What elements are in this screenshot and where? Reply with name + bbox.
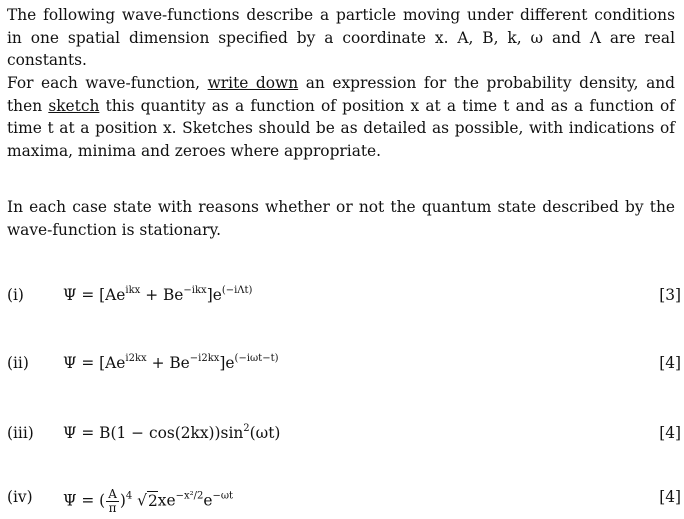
stationary-text: In each case state with reasons whether or not the quantum state described by the wave-function is stationary.	[7, 198, 675, 239]
eq-exponent: −x²/2	[175, 490, 204, 502]
question-iv	[7, 488, 681, 518]
eq-exponent: −ikx	[183, 285, 207, 296]
task-text-1: For each wave-function,	[7, 74, 208, 92]
eq-part: ]e	[206, 286, 222, 304]
eq-exponent: (−iωt−t)	[234, 353, 279, 364]
fraction	[106, 488, 119, 515]
question-ii	[7, 354, 681, 384]
question-label: (iv)	[7, 488, 33, 506]
eq-part: (ωt)	[249, 424, 281, 442]
task-paragraph	[7, 72, 675, 162]
marks: [4]	[659, 424, 681, 442]
marks: [3]	[659, 286, 681, 304]
wavefunction-equation	[63, 354, 279, 372]
question-label: (iii)	[7, 424, 34, 442]
marks: [4]	[659, 354, 681, 372]
wavefunction-equation	[63, 424, 280, 442]
wavefunction-equation	[63, 488, 233, 515]
task-emphasis-write-down: write down	[207, 74, 299, 92]
question-iii	[7, 424, 681, 454]
task-text-2: an expression for the probability density, and then	[7, 74, 676, 115]
eq-part: + Be	[140, 286, 184, 304]
stationary-paragraph	[7, 196, 675, 241]
fraction-numerator: A	[108, 487, 117, 501]
intro-paragraph	[7, 4, 675, 72]
marks: [4]	[659, 488, 681, 506]
eq-part: Ψ = [Ae	[63, 354, 126, 372]
eq-exponent: 2	[243, 423, 250, 434]
task-text-3: this quantity as a function of position x at a time t and as a function of time t at a position x. Sketches should be as detailed as possible, with indications of maxima, minima and zeroes where appropriate.	[7, 96, 675, 160]
eq-exponent: ikx	[125, 285, 141, 296]
eq-exponent: (−iΛt)	[221, 285, 253, 296]
eq-exponent: −i2kx	[189, 353, 220, 364]
eq-part: )	[119, 491, 126, 510]
question-label: (i)	[7, 286, 24, 304]
sqrt-radicand: 2	[147, 491, 158, 510]
wavefunction-equation	[63, 286, 252, 304]
eq-part: ]e	[219, 354, 235, 372]
eq-part: Ψ = (	[63, 491, 106, 510]
eq-part: Ψ = B(1 − cos(2kx))sin	[63, 424, 244, 442]
fraction-denominator: π	[108, 501, 117, 515]
eq-exponent: 4	[125, 490, 133, 502]
eq-part: + Be	[146, 354, 190, 372]
eq-part: Ψ = [Ae	[63, 286, 126, 304]
eq-exponent: −ωt	[212, 490, 233, 502]
task-emphasis-sketch: sketch	[48, 96, 100, 115]
intro-text: The following wave-functions describe a particle moving under different conditions in one spatial dimension specified by a coordinate x. A, B, k, ω and Λ are real constants.	[7, 6, 675, 69]
eq-part: xe	[157, 491, 176, 510]
eq-exponent: i2kx	[125, 353, 147, 364]
eq-part: e	[203, 491, 213, 510]
question-i	[7, 286, 681, 316]
sqrt-sign: √	[137, 491, 147, 510]
question-label: (ii)	[7, 354, 29, 372]
